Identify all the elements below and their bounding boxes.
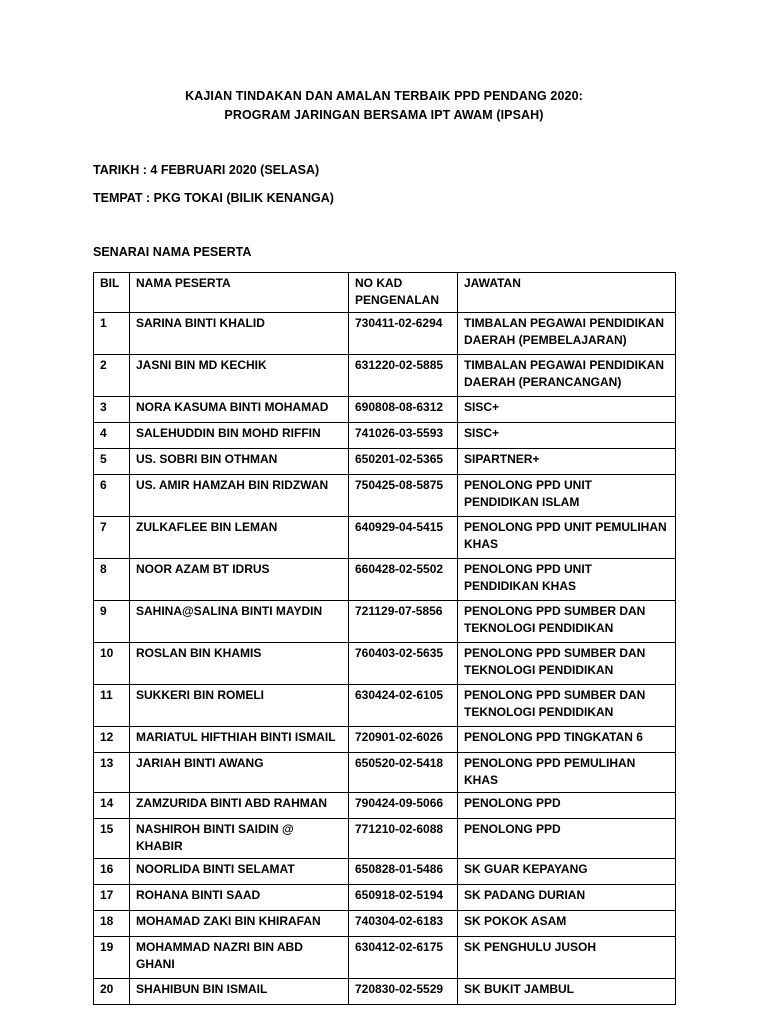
row-number: 8 — [94, 559, 130, 601]
ic-number: 740304-02-6183 — [349, 911, 458, 937]
participant-name: ZULKAFLEE BIN LEMAN — [130, 517, 349, 559]
job-title: TIMBALAN PEGAWAI PENDIDIKAN DAERAH (PEMBELAJARAN) — [458, 313, 676, 355]
table-row — [94, 449, 676, 475]
table-row — [94, 423, 676, 449]
job-title: PENOLONG PPD SUMBER DAN TEKNOLOGI PENDIDIKAN — [458, 685, 676, 727]
row-number: 18 — [94, 911, 130, 937]
header-ic: NO KAD PENGENALAN — [349, 273, 458, 313]
participant-name: MOHAMMAD NAZRI BIN ABD GHANI — [130, 937, 349, 979]
table-row — [94, 355, 676, 397]
job-title: SIPARTNER+ — [458, 449, 676, 475]
job-title: SK PADANG DURIAN — [458, 885, 676, 911]
row-number: 15 — [94, 819, 130, 859]
job-title: PENOLONG PPD — [458, 793, 676, 819]
row-number: 16 — [94, 859, 130, 885]
participant-name: ZAMZURIDA BINTI ABD RAHMAN — [130, 793, 349, 819]
ic-number: 720901-02-6026 — [349, 727, 458, 753]
job-title: SK POKOK ASAM — [458, 911, 676, 937]
participant-name: SALEHUDDIN BIN MOHD RIFFIN — [130, 423, 349, 449]
row-number: 2 — [94, 355, 130, 397]
job-title: PENOLONG PPD UNIT PENDIDIKAN KHAS — [458, 559, 676, 601]
job-title: PENOLONG PPD TINGKATAN 6 — [458, 727, 676, 753]
participant-name: SAHINA@SALINA BINTI MAYDIN — [130, 601, 349, 643]
table-row — [94, 685, 676, 727]
row-number: 19 — [94, 937, 130, 979]
participant-name: SARINA BINTI KHALID — [130, 313, 349, 355]
table-row — [94, 475, 676, 517]
job-title: PENOLONG PPD SUMBER DAN TEKNOLOGI PENDIDIKAN — [458, 601, 676, 643]
table-row — [94, 313, 676, 355]
row-number: 17 — [94, 885, 130, 911]
participant-name: JARIAH BINTI AWANG — [130, 753, 349, 793]
ic-number: 631220-02-5885 — [349, 355, 458, 397]
row-number: 1 — [94, 313, 130, 355]
document-title-line-2: PROGRAM JARINGAN BERSAMA IPT AWAM (IPSAH) — [224, 108, 544, 122]
table-row — [94, 937, 676, 979]
job-title: SK GUAR KEPAYANG — [458, 859, 676, 885]
row-number: 3 — [94, 397, 130, 423]
job-title: PENOLONG PPD PEMULIHAN KHAS — [458, 753, 676, 793]
date-line: TARIKH : 4 FEBRUARI 2020 (SELASA) — [93, 163, 320, 177]
table-row — [94, 517, 676, 559]
row-number: 14 — [94, 793, 130, 819]
participant-name: SUKKERI BIN ROMELI — [130, 685, 349, 727]
job-title: SK BUKIT JAMBUL — [458, 979, 676, 1005]
row-number: 6 — [94, 475, 130, 517]
participant-name: MARIATUL HIFTHIAH BINTI ISMAIL — [130, 727, 349, 753]
ic-number: 630412-02-6175 — [349, 937, 458, 979]
ic-number: 660428-02-5502 — [349, 559, 458, 601]
ic-number: 730411-02-6294 — [349, 313, 458, 355]
table-body — [94, 313, 676, 1005]
job-title: SISC+ — [458, 397, 676, 423]
row-number: 9 — [94, 601, 130, 643]
job-title: PENOLONG PPD UNIT PEMULIHAN KHAS — [458, 517, 676, 559]
participant-name: ROSLAN BIN KHAMIS — [130, 643, 349, 685]
ic-number: 640929-04-5415 — [349, 517, 458, 559]
row-number: 5 — [94, 449, 130, 475]
table-row — [94, 753, 676, 793]
participant-name: ROHANA BINTI SAAD — [130, 885, 349, 911]
ic-number: 650520-02-5418 — [349, 753, 458, 793]
table-row — [94, 559, 676, 601]
participant-name: NOOR AZAM BT IDRUS — [130, 559, 349, 601]
row-number: 7 — [94, 517, 130, 559]
table-row — [94, 397, 676, 423]
row-number: 13 — [94, 753, 130, 793]
ic-number: 721129-07-5856 — [349, 601, 458, 643]
table-row — [94, 819, 676, 859]
participant-name: US. SOBRI BIN OTHMAN — [130, 449, 349, 475]
table-row — [94, 885, 676, 911]
ic-number: 690808-08-6312 — [349, 397, 458, 423]
table-row — [94, 979, 676, 1005]
participant-name: MOHAMAD ZAKI BIN KHIRAFAN — [130, 911, 349, 937]
table-row — [94, 643, 676, 685]
row-number: 10 — [94, 643, 130, 685]
table-row — [94, 859, 676, 885]
job-title: SK PENGHULU JUSOH — [458, 937, 676, 979]
participant-name: SHAHIBUN BIN ISMAIL — [130, 979, 349, 1005]
ic-number: 650918-02-5194 — [349, 885, 458, 911]
participant-name: NOORLIDA BINTI SELAMAT — [130, 859, 349, 885]
ic-number: 650828-01-5486 — [349, 859, 458, 885]
header-job: JAWATAN — [458, 273, 676, 313]
job-title: TIMBALAN PEGAWAI PENDIDIKAN DAERAH (PERANCANGAN) — [458, 355, 676, 397]
ic-number: 741026-03-5593 — [349, 423, 458, 449]
participant-list-heading: SENARAI NAMA PESERTA — [93, 245, 252, 259]
participant-name: NORA KASUMA BINTI MOHAMAD — [130, 397, 349, 423]
ic-number: 750425-08-5875 — [349, 475, 458, 517]
table-row — [94, 793, 676, 819]
participant-name: US. AMIR HAMZAH BIN RIDZWAN — [130, 475, 349, 517]
job-title: PENOLONG PPD UNIT PENDIDIKAN ISLAM — [458, 475, 676, 517]
participant-table — [93, 272, 676, 1005]
header-name: NAMA PESERTA — [130, 273, 349, 313]
row-number: 12 — [94, 727, 130, 753]
ic-number: 771210-02-6088 — [349, 819, 458, 859]
ic-number: 790424-09-5066 — [349, 793, 458, 819]
job-title: PENOLONG PPD — [458, 819, 676, 859]
header-bil: BIL — [94, 273, 130, 313]
row-number: 11 — [94, 685, 130, 727]
table-header-row — [94, 273, 676, 313]
participant-name: NASHIROH BINTI SAIDIN @ KHABIR — [130, 819, 349, 859]
table-row — [94, 911, 676, 937]
document-title-line-1: KAJIAN TINDAKAN DAN AMALAN TERBAIK PPD PENDANG 2020: — [185, 89, 583, 103]
job-title: PENOLONG PPD SUMBER DAN TEKNOLOGI PENDIDIKAN — [458, 643, 676, 685]
job-title: SISC+ — [458, 423, 676, 449]
participant-name: JASNI BIN MD KECHIK — [130, 355, 349, 397]
ic-number: 760403-02-5635 — [349, 643, 458, 685]
row-number: 4 — [94, 423, 130, 449]
table-row — [94, 727, 676, 753]
ic-number: 630424-02-6105 — [349, 685, 458, 727]
row-number: 20 — [94, 979, 130, 1005]
place-line: TEMPAT : PKG TOKAI (BILIK KENANGA) — [93, 191, 334, 205]
ic-number: 650201-02-5365 — [349, 449, 458, 475]
table-row — [94, 601, 676, 643]
ic-number: 720830-02-5529 — [349, 979, 458, 1005]
